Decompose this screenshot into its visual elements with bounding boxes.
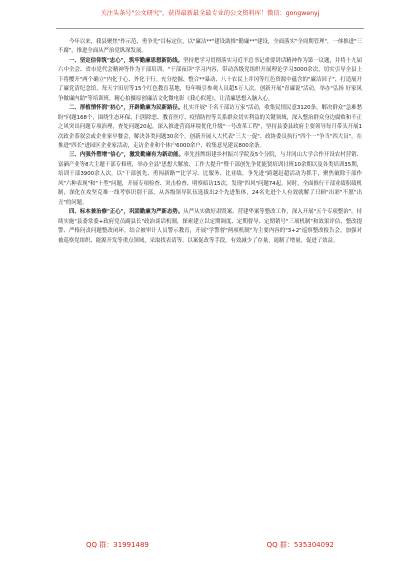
section-4-heading: 四、标本兼治修"正心"，巩固勤廉为严新态势。: [69, 209, 184, 216]
header-divider: [56, 28, 364, 29]
intro-paragraph: [58, 38, 362, 57]
paragraph-text: 今年以来，我县聚焦"作示范、勇争先"目标定位，以"廉洁**"建设助推"勤廉**"建设，全面落实"全周期管理"，一体推进"三不腐"，推进全面从严治党纵深发展。: [58, 39, 362, 55]
document-body: [58, 38, 362, 246]
section-1-text: 坚持把学习贯彻落实习近平总书记重要讲话精神作为第一议题，并将十九届六中全会、省市党代会精神等作为干部培训、"干部夜读"学习内容，带动各级党组织开展理论学习3000余次，切实引导全县上下将樱开"两个确立"内化于心、外化于行。充分挖掘、整合**暴动、八十农民上井冈等红色资源中蕴含的"廉洁因子"，打造展开了廉党清纪念馆，每天宇田居等15个红色教育基地，每年吸引参观人员超5万人次。创新开展"青廉说"活动，举办"弘扬 好家风 争做廉内助"等培训班，精心拍摄原创廉洁文化微电影《我心似莲》，让清廉思想入脑入心。: [58, 57, 362, 102]
section-2-heading: 二、厚植情怀润"初心"，开辟勤廉为民新路径。: [69, 105, 184, 112]
section-3-text: 率先挂牌组建乡村振兴学院及5个分院，与井冈山大学合作开设农村营销、富硒产业等8大主题干部专修班，举办全县"思想大解放、工作大提升"暨千部创先争优能贤培训讨班10余期以及各类培训35期，培训干部3900余人次。以"干部创先、勇闯新路""比学习、比服务、比业绩，争先进"跨越赶超活动为抓手，聚焦破除干部作风"六种表现"和"十型"问题，开展专项检查、突击检查、明察暗访15次，发现"四风"问题74起。同时，全面推行干部业绩积绩机制，深化在攻坚克难一线考察识别干部，从各级领导队伍选拔出2个先进集体，24名先进个人有效就解了只顾"出彩"不愿"出丑"的问题。: [58, 152, 363, 206]
header-text: 关注头条号"公文研究"，获得最新最全最专业的公文资料库！微信：gongwenyj: [100, 10, 320, 17]
section-1-paragraph: [58, 57, 362, 104]
section-2-paragraph: [58, 104, 362, 151]
section-2-text: 扎实开展"千名干部访万家"活动，收集民情民意3120条，解决群众"急难愁盼"问题168个，围绕生态环保、扫黑除恶、教育医疗、疫情防控等关系群众切实利益的关键领域，深入整治群众身边腐败和不正之风突出问题专项治理，查处问题20起。深入推进营商环境优化升级"一号改革工程"，坚持县委县政府主要领导每月带头开展1次政企茶叙会或企业家早餐会，解决各类问题30余个。创新开展人大代表"三大一促"、政协委员执行"四个一"争当"四大员"，在推进"四长"进园区企业家活动，走访企业和个体户6000余户，收集意见建议800余条。: [58, 105, 362, 149]
qq-group-left: QQ 群：31991489: [86, 541, 149, 549]
section-4-paragraph: [58, 208, 362, 246]
section-3-paragraph: [58, 151, 362, 208]
section-4-text: 从严从实做好肃毁案、营建华案等整改工作，深入开展"五个专项整治"，持续实施"县委常委+政府党员副县长"政治谈话机制，探索建立以定期调度、定期督导、定期销号"三项机制"和效果评估、整改提警、严格问责问题整改闭环。结合被审计人员警示教育，开展"学警督"两项机制"为主要内容的"3+2"巡察整改报告会，加强对被巡察党组织、能源开发等重点领域，采取找表请等、以案促改等手段，有效减少了存量，遏制了增量，促进了效益。: [58, 209, 362, 244]
section-1-heading: 一、坚定信仰筑"忠心"，筑牢勤廉思想新防线。: [69, 57, 184, 64]
contact-footer: [56, 540, 364, 550]
source-header: [60, 10, 360, 18]
qq-group-right: QQ 群：535304092: [266, 541, 334, 549]
section-3-heading: 三、内强外塑增"信心"，激发勤廉有为新动能。: [69, 152, 184, 159]
